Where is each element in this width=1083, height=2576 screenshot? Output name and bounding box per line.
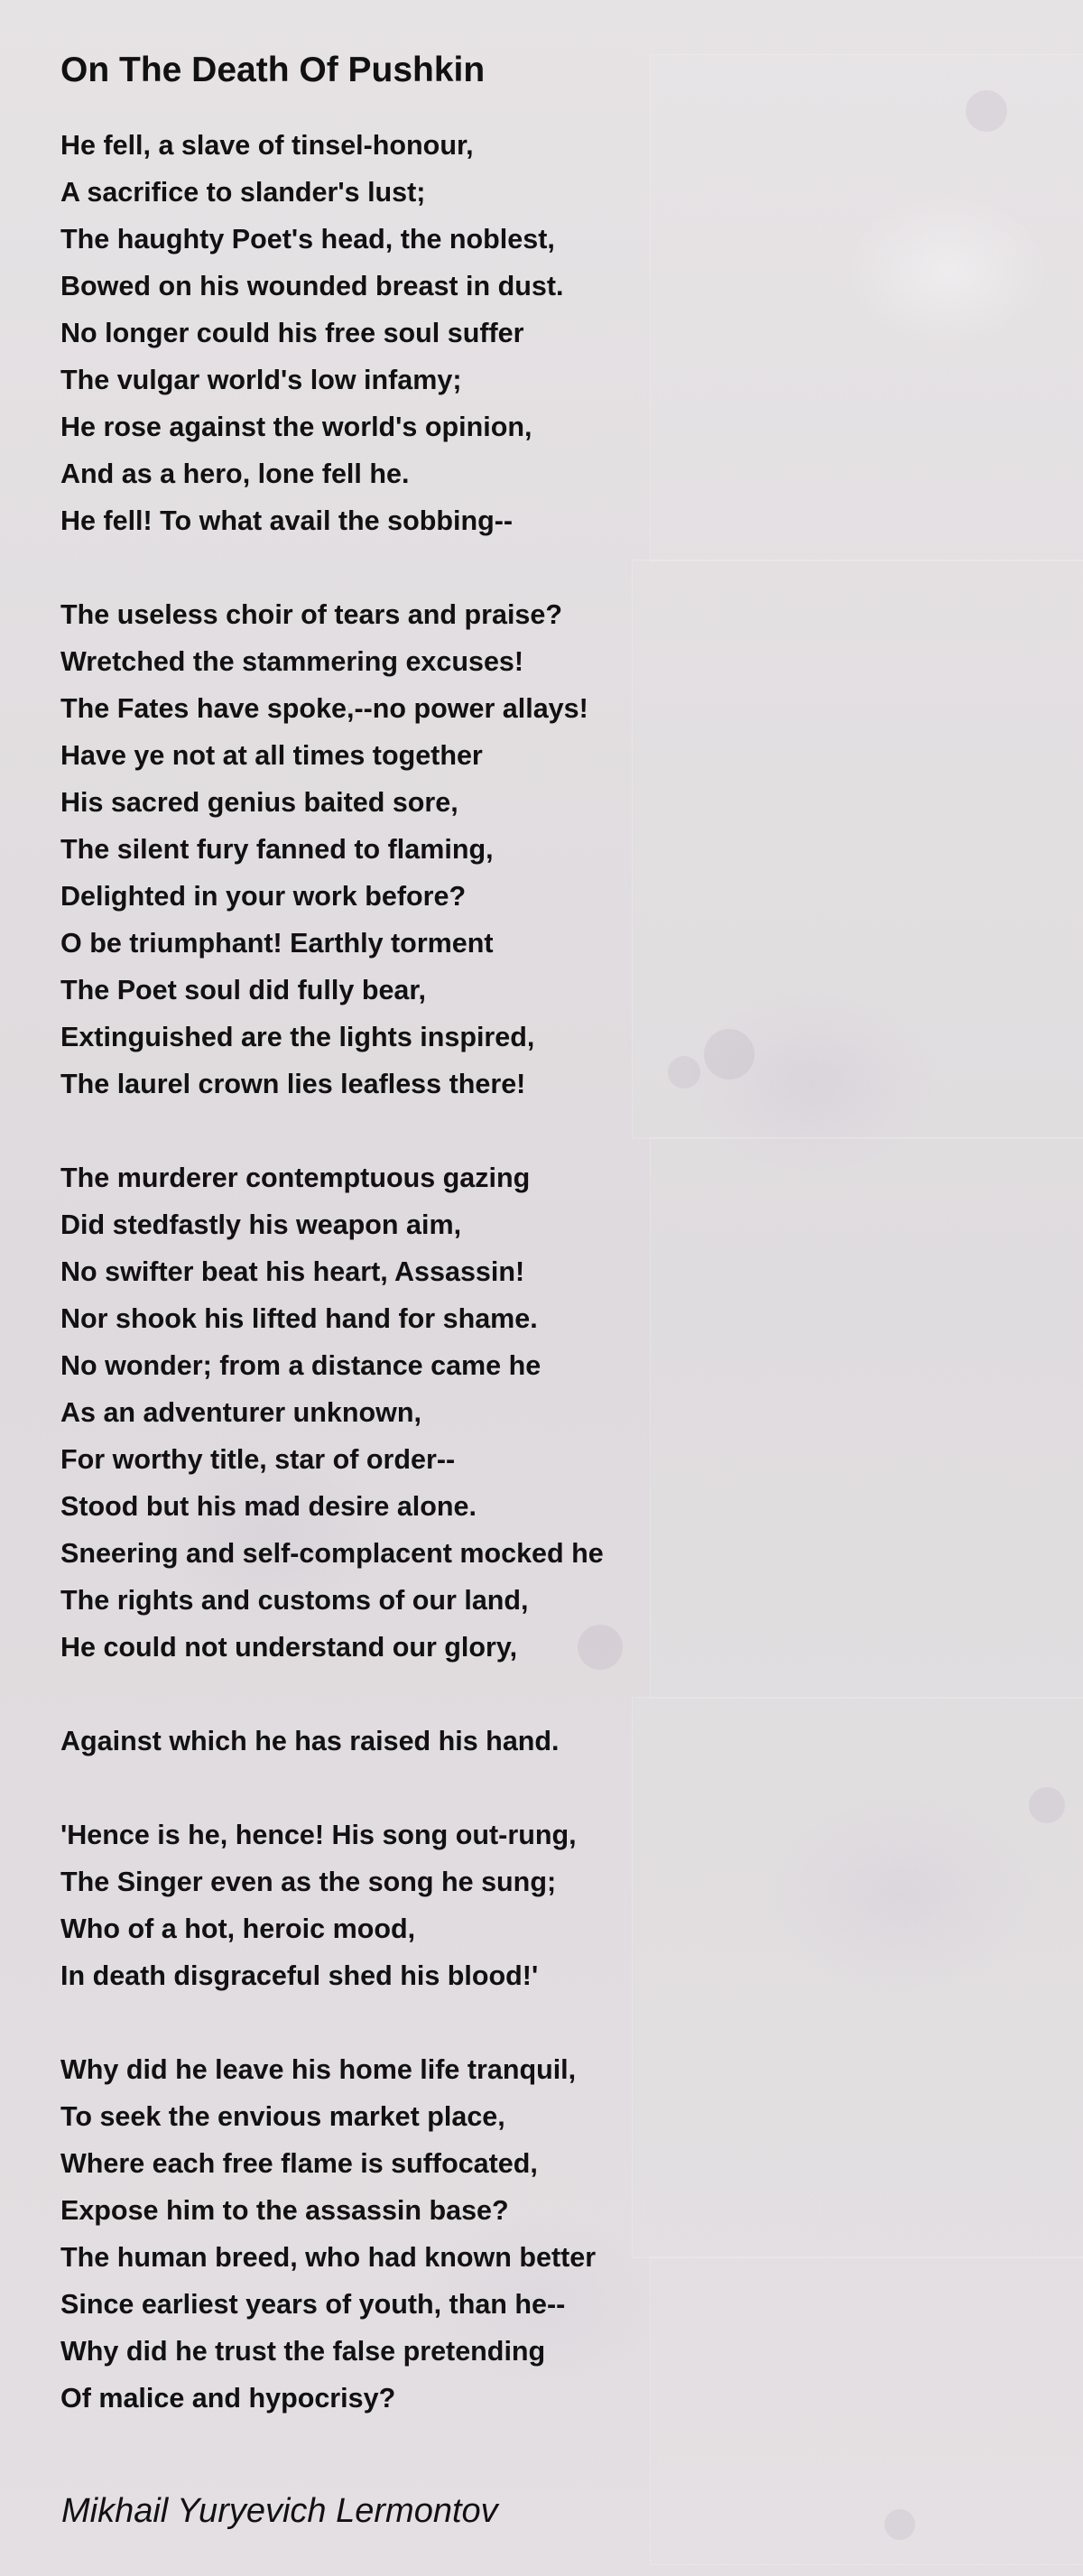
poem-line: In death disgraceful shed his blood!'	[60, 1960, 539, 1991]
paper-background-tile	[632, 1697, 1083, 2258]
poem-line: Stood but his mad desire alone.	[60, 1491, 477, 1522]
poem-line: The Poet soul did fully bear,	[60, 975, 427, 1005]
poem-line: No wonder; from a distance came he	[60, 1350, 542, 1381]
poem-line: Where each free flame is suffocated,	[60, 2148, 538, 2179]
poem-line: No swifter beat his heart, Assassin!	[60, 1256, 525, 1287]
paper-background-tile	[650, 2256, 1083, 2565]
poem-stanza	[60, 1154, 604, 1671]
poem-line: The Singer even as the song he sung;	[60, 1867, 557, 1897]
poem-line: Nor shook his lifted hand for shame.	[60, 1303, 538, 1334]
poem-line: The silent fury fanned to flaming,	[60, 834, 494, 865]
poem-line: Since earliest years of youth, than he--	[60, 2289, 566, 2320]
poem-stanza	[60, 591, 604, 1107]
poem-line: The Fates have spoke,--no power allays!	[60, 693, 588, 724]
poem-line: Extinguished are the lights inspired,	[60, 1022, 535, 1052]
poem-line: He fell, a slave of tinsel-honour,	[60, 130, 474, 161]
poem-line: Why did he trust the false pretending	[60, 2336, 546, 2367]
poem-stanza	[60, 1812, 604, 1999]
poem-line: Wretched the stammering excuses!	[60, 646, 524, 677]
poem-line: The vulgar world's low infamy;	[60, 365, 462, 395]
poem-line: Delighted in your work before?	[60, 881, 467, 912]
poem-line: A sacrifice to slander's lust;	[60, 177, 426, 208]
poem-line: To seek the envious market place,	[60, 2101, 505, 2132]
poem-line: The laurel crown lies leafless there!	[60, 1069, 526, 1099]
poem-body	[60, 122, 604, 2469]
ink-blot	[668, 1056, 700, 1089]
poem-line: And as a hero, lone fell he.	[60, 459, 410, 489]
poem-line: No longer could his free soul suffer	[60, 318, 524, 348]
poem-line: Of malice and hypocrisy?	[60, 2383, 396, 2414]
paper-background-tile	[650, 1137, 1083, 1699]
ink-blot	[1029, 1787, 1065, 1823]
poem-line: His sacred genius baited sore,	[60, 787, 458, 818]
poem-line: Expose him to the assassin base?	[60, 2195, 509, 2226]
poem-line: Did stedfastly his weapon aim,	[60, 1209, 462, 1240]
poem-line: The useless choir of tears and praise?	[60, 599, 562, 630]
poem-line: Against which he has raised his hand.	[60, 1726, 560, 1756]
poem-line: The haughty Poet's head, the noblest,	[60, 224, 555, 255]
poem-line: Why did he leave his home life tranquil,	[60, 2054, 577, 2085]
poem-stanza	[60, 1718, 604, 1765]
ink-blot	[704, 1029, 754, 1080]
poem-line: Sneering and self-complacent mocked he	[60, 1538, 604, 1569]
poem-stanza	[60, 2046, 604, 2422]
poem-line: Have ye not at all times together	[60, 740, 483, 771]
poem-line: Who of a hot, heroic mood,	[60, 1913, 416, 1944]
ink-blot	[884, 2509, 915, 2540]
poem-line: For worthy title, star of order--	[60, 1444, 456, 1475]
poem-line: The human breed, who had known better	[60, 2242, 597, 2273]
poem-line: He rose against the world's opinion,	[60, 412, 532, 442]
poem-line: As an adventurer unknown,	[60, 1397, 421, 1428]
poem-line: O be triumphant! Earthly torment	[60, 928, 494, 959]
paper-background-tile	[650, 54, 1083, 561]
poem	[60, 43, 1017, 2414]
poem-line: He fell! To what avail the sobbing--	[60, 505, 514, 536]
poem-author: Mikhail Yuryevich Lermontov	[61, 2492, 498, 2530]
poem-line: Bowed on his wounded breast in dust.	[60, 271, 564, 301]
paper-background-tile	[632, 560, 1083, 1139]
poem-stanza	[60, 122, 604, 544]
poem-title: On The Death Of Pushkin	[60, 51, 486, 89]
poem-line: The murderer contemptuous gazing	[60, 1163, 531, 1193]
poem-line: The rights and customs of our land,	[60, 1585, 529, 1616]
poem-line: He could not understand our glory,	[60, 1632, 518, 1663]
poem-line: 'Hence is he, hence! His song out-rung,	[60, 1820, 577, 1850]
